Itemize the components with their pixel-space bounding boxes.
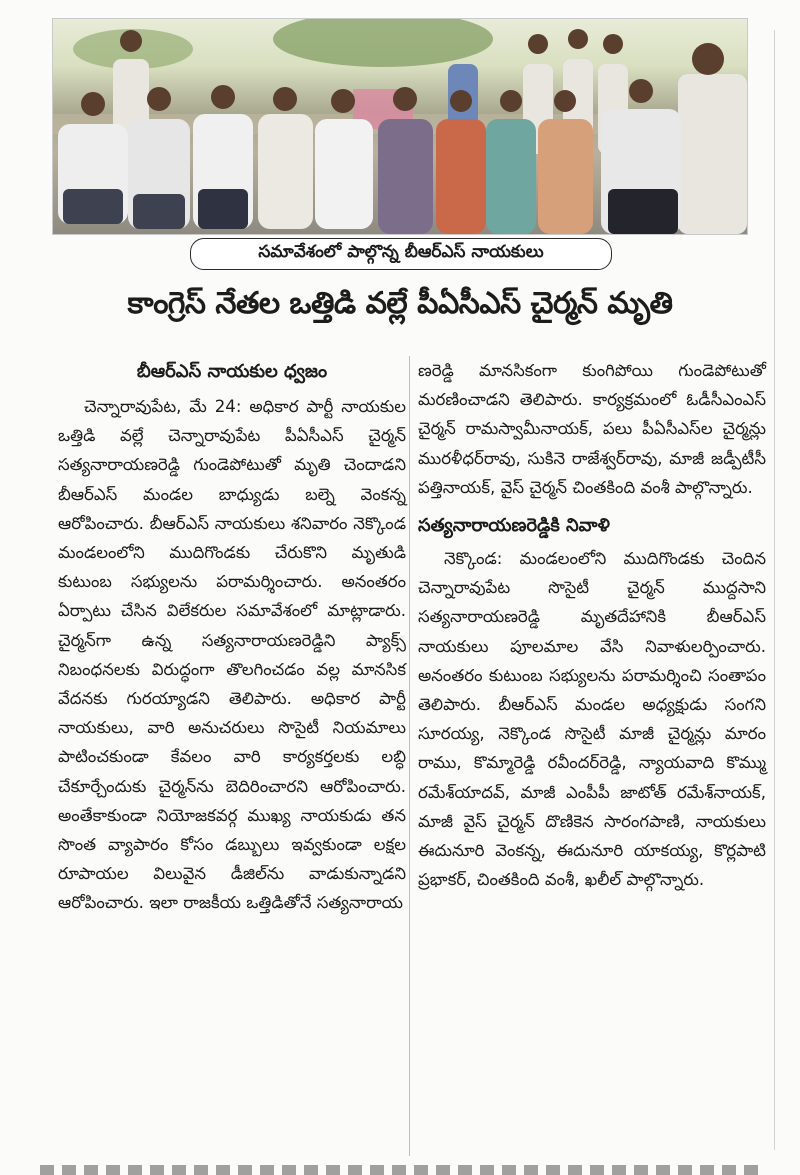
right-column [418, 356, 766, 894]
left-subhead: బీఆర్ఎస్ నాయకుల ధ్వజం [136, 361, 328, 382]
headline: కాంగ్రెస్ నేతల ఒత్తిడి వల్లే పీఏసీఎస్ చైర్మన్ మృతి [127, 286, 673, 321]
right-paragraph-1: ణరెడ్డి మానసికంగా కుంగిపోయి గుండెపోటుతో మరణించాడని తెలిపారు. కార్యక్రమంలో ఓడీసీఎంఎస్ చైర్మన్ రామస్వామీనాయక్, పలు పీఏసీఎస్‌ల చైర్మన్లు మురళీధర్‌రావు, సుకినె రాజేశ్వర్‌రావు, మాజీ జడ్పీటీసీ పత్తినాయక్, వైస్ చైర్మన్ చింతకింది వంశీ పాల్గొన్నారు. [418, 361, 766, 497]
photo-icon [53, 19, 747, 234]
photo-caption: సమావేశంలో పాల్గొన్న బీఆర్ఎస్ నాయకులు [190, 238, 612, 270]
left-paragraph: చెన్నారావుపేట, మే 24: అధికార పార్టీ నాయకుల ఒత్తిడి వల్లే చెన్నారావుపేట పీఏసీఎస్ చైర్మన్ సత్యనారాయణరెడ్డి గుండెపోటుతో మృతి చెందాడని బీఆర్ఎస్ మండల బాధ్యుడు బల్నె వెంకన్న ఆరోపించారు. బీఆర్ఎస్ నాయకులు శనివారం నెక్కొండ మండలంలోని ముదిగొండకు చేరుకొని మృతుడి కుటుంబ సభ్యులను పరామర్శించారు. అనంతరం ఏర్పాటు చేసిన విలేకరుల సమావేశంలో మాట్లాడారు. చైర్మన్‌గా ఉన్న సత్యనారాయణరెడ్డిని ప్యాక్స్ నిబంధనలకు విరుద్ధంగా తొలగించడం వల్ల మానసిక వేదనకు గురయ్యాడని తెలిపారు. అధికార పార్టీ నాయకులు, వారి అనుచరులు సొసైటీ నియమాలు పాటించకుండా కేవలం వారి కార్యకర్తలకు లబ్ధి చేకూర్చేందుకు చైర్మన్‌ను బెదిరించారని ఆరోపించారు. అంతేకాకుండా నియోజకవర్గ ముఖ్య నాయకుడు తన సొంత వ్యాపారం కోసం డబ్బులు ఇవ్వకుండా లక్షల రూపాయల విలువైన డీజిల్‌ను వాడుకున్నాడని ఆరోపించారు. ఇలా రాజకీయ ఒత్తిడితోనే సత్యనారాయ [58, 397, 406, 913]
next-article-edge [40, 1165, 760, 1175]
page-edge-rule [774, 30, 775, 1150]
column-divider [409, 356, 410, 1156]
right-paragraph-2: నెక్కొండ: మండలంలోని ముదిగొండకు చెందిన చెన్నారావుపేట సొసైటీ చైర్మన్ ముద్దసాని సత్యనారాయణరెడ్డి మృతదేహానికి బీఆర్ఎస్ నాయకులు పూలమాల వేసి నివాళులర్పించారు. అనంతరం కుటుంబ సభ్యులను పరామర్శించి సంతాపం తెలిపారు. బీఆర్ఎస్ మండల అధ్యక్షుడు సంగని సూరయ్య, నెక్కొండ సొసైటీ మాజీ చైర్మన్లు మారం రాము, కొమ్మారెడ్డి రవీందర్‌రెడ్డి, న్యాయవాది కొమ్ము రమేశ్‌యాదవ్, మాజీ ఎంపీపీ జాటోత్ రమేశ్‌నాయక్, మాజీ వైస్ చైర్మన్ దొణికెన సారంగపాణి, నాయకులు ఈదునూరి వెంకన్న, ఈదునూరి యాకయ్య, కొర్లపాటి ప్రభాకర్, చింతకింది వంశీ, ఖలీల్ పాల్గొన్నారు. [418, 549, 766, 890]
news-photo [52, 18, 748, 235]
right-subhead: సత్యనారాయణరెడ్డికి నివాళి [418, 515, 610, 537]
left-column [58, 356, 406, 918]
